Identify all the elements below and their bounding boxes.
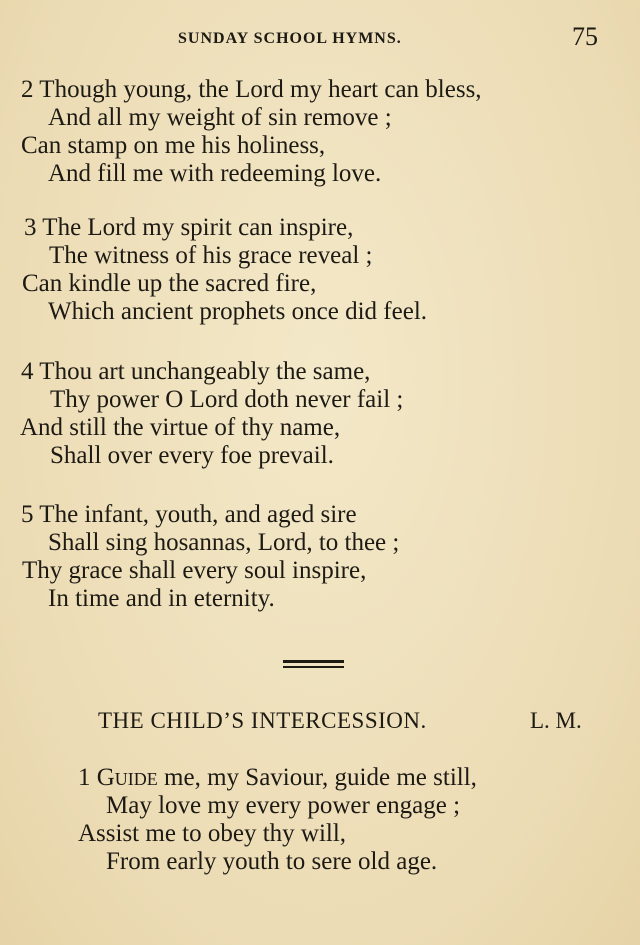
verse-line: 3 The Lord my spirit can inspire, [24,214,354,241]
stanza-number: 1 [78,764,91,791]
hymn-meter: L. M. [530,708,582,733]
divider-rule-thin [283,666,344,668]
verse-line: 4 Thou art unchangeably the same, [21,358,371,385]
verse-line: Shall over every foe prevail. [50,442,334,469]
section-divider [283,660,344,669]
verse-line: The witness of his grace reveal ; [49,242,373,269]
verse-line: Can stamp on me his holiness, [21,132,326,159]
verse-line: Assist me to obey thy will, [78,820,347,847]
verse-line: May love my every power engage ; [106,792,461,819]
verse-line: From early youth to sere old age. [106,848,438,875]
verse-line: Shall sing hosannas, Lord, to thee ; [48,529,400,556]
verse-line: Which ancient prophets once did feel. [48,298,428,325]
verse-line: 5 The infant, youth, and aged sire [21,501,357,528]
verse-line-first [78,764,477,792]
verse-line: Thy power O Lord doth never fail ; [50,386,404,413]
verse-line: Thy grace shall every soul inspire, [22,557,367,584]
hymn-title: THE CHILD’S INTERCESSION. [98,708,427,733]
verse-line: Can kindle up the sacred fire, [22,270,317,297]
verse-line: In time and in eternity. [48,585,275,612]
first-line-rest: me, my Saviour, guide me still, [157,764,477,791]
divider-rule-thick [283,660,344,663]
drop-word: Guide [96,764,158,791]
page-number: 75 [572,22,598,51]
running-head: SUNDAY SCHOOL HYMNS. [178,30,402,47]
verse-line: And fill me with redeeming love. [48,160,382,187]
verse-line: 2 Though young, the Lord my heart can bless, [21,76,482,103]
verse-line: And still the virtue of thy name, [20,414,341,441]
verse-line: And all my weight of sin remove ; [48,104,392,131]
